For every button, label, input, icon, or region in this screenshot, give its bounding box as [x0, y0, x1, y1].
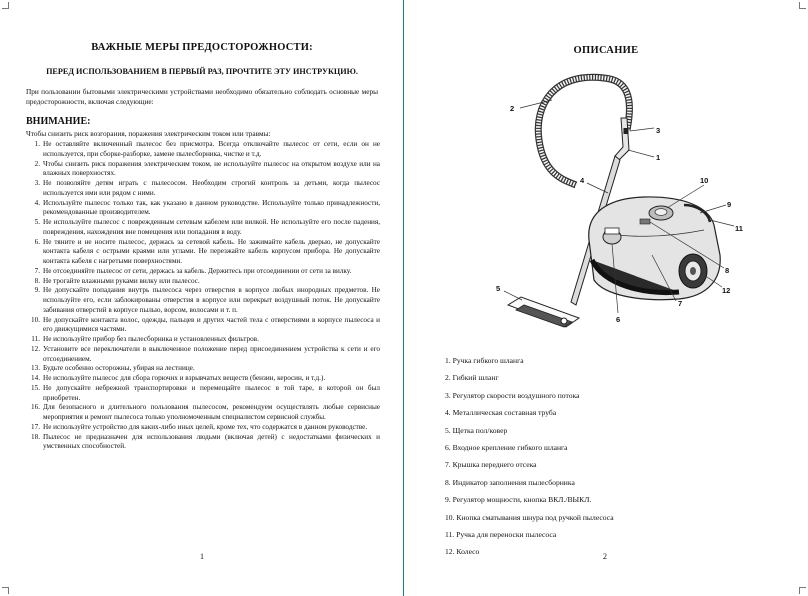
part-item: 8. Индикатор заполнения пылесборника [445, 477, 575, 487]
rule-number: 15. [31, 383, 40, 392]
callout-11: 11 [735, 224, 743, 233]
parts-list [445, 352, 785, 561]
dust-indicator [640, 219, 650, 224]
hose-handle [615, 118, 629, 160]
description-title: ОПИСАНИЕ [573, 45, 639, 56]
rule-text: Не допускайте контакта волос, одежды, пальцев и других частей тела с отверстиями в корпусе пылесоса и его движущимися частями. [43, 315, 380, 334]
rule-text: Не используйте пылесос с поврежденным сетевым кабелем или вилкой. Не используйте его после падения, повреждения, нахождения вне помещения или попадания в воду. [43, 218, 380, 236]
rule-text: Не трогайте влажными руками вилку или пылесос. [43, 276, 200, 285]
safety-title: ВАЖНЫЕ МЕРЫ ПРЕДОСТОРОЖНОСТИ: [91, 42, 313, 53]
rule-text: Будьте особенно осторожны, убирая на лестнице. [43, 364, 195, 373]
rule-number: 6. [34, 237, 40, 246]
rule-number: 7. [34, 266, 40, 275]
part-item: 6. Входное крепление гибкого шланга [445, 442, 568, 452]
rule-text: Установите все переключатели в выключенное положение перед присоединением устройства к сети и его отсоединением. [43, 344, 380, 363]
rule-number: 12. [31, 344, 40, 353]
rule-number: 10. [31, 315, 40, 324]
airflow-regulator [624, 128, 629, 134]
rule-text: Не допускайте небрежной транспортировки и перемещайте пылесос в той таре, в которой он был приобретен. [43, 383, 380, 402]
rule-item [26, 364, 380, 374]
rule-item [26, 316, 380, 336]
warning-heading: ВНИМАНИЕ: [26, 116, 91, 127]
callout-9: 9 [727, 200, 732, 209]
power-button [655, 209, 667, 216]
part-item: 12. Колесо [445, 547, 480, 557]
part-item: 11. Ручка для переноски пылесоса [445, 529, 557, 539]
rule-number: 16. [31, 403, 40, 412]
part-item: 7. Крышка переднего отсека [445, 460, 537, 470]
rule-text: Не отсоединяйте пылесос от сети, держась за кабель. Держитесь при отсоединении от сети за вилку. [43, 266, 352, 275]
rule-item [26, 160, 380, 180]
part-item: 9. Регулятор мощности, кнопка ВКЛ./ВЫКЛ. [445, 495, 592, 505]
hose-connector [605, 228, 619, 234]
rule-number: 9. [34, 286, 40, 295]
page-number: 1 [200, 552, 204, 561]
rule-number: 5. [34, 218, 40, 226]
rule-item [26, 277, 380, 287]
part-item: 2. Гибкий шланг [445, 373, 499, 383]
part-item: 4. Металлическая составная труба [445, 408, 557, 418]
rule-item [26, 433, 380, 453]
safety-rules-list [26, 140, 380, 452]
vacuum-diagram [404, 0, 808, 340]
page-2 [404, 0, 808, 596]
crop-mark [2, 587, 9, 594]
rule-item [26, 384, 380, 404]
rule-item [26, 403, 380, 423]
rule-text: Не позволяйте детям играть с пылесосом. Необходим строгий контроль за детьми, когда пылесос используется ими или рядом с ними. [43, 179, 380, 197]
rule-text: Не используйте пылесос для сбора горючих и взрывчатых веществ (бензин, керосин, и т.д.). [43, 374, 326, 382]
safety-subtitle: ПЕРЕД ИСПОЛЬЗОВАНИЕМ В ПЕРВЫЙ РАЗ, ПРОЧТИТЕ ЭТУ ИНСТРУКЦИЮ. [46, 67, 358, 76]
callout-1: 1 [656, 153, 661, 162]
rule-number: 17. [31, 422, 40, 431]
rule-item [26, 238, 380, 267]
rule-item [26, 335, 380, 345]
rule-text: Не допускайте попадания внутрь пылесоса через отверстия в корпусе любых инородных предметов. Не используйте его, если заблокированы отверстия в корпусе или перекрыт воздушный поток. Не допускайте забивания отверстий в корпусе пылью, ворсом, волосами и т. п. [43, 286, 380, 314]
intro-paragraph: При пользовании бытовыми электрическими устройствами необходимо обязательно соблюдать основные меры предосторожности, включая следующие: [26, 87, 378, 106]
crop-mark [2, 2, 9, 9]
rule-number: 11. [31, 335, 40, 343]
part-item: 10. Кнопка сматывания шнура под ручкой пылесоса [445, 512, 614, 522]
rule-number: 8. [34, 276, 40, 285]
rule-number: 14. [31, 374, 40, 382]
page-number: 2 [603, 552, 607, 561]
wheel-center [690, 267, 696, 275]
callout-12: 12 [722, 286, 731, 295]
rule-item [26, 345, 380, 365]
rule-item [26, 374, 380, 384]
callout-7: 7 [678, 299, 683, 308]
part-item: 3. Регулятор скорости воздушного потока [445, 390, 580, 400]
rule-text: Не тяните и не носите пылесос, держась за сетевой кабель. Не зажимайте кабель дверью, не допускайте контакта кабеля с острыми краями или углами. Не перезжайте кабель корпусом прибора. Не допускайте контакта кабеля с нагретыми поверхностями. [43, 237, 380, 265]
callout-8: 8 [725, 266, 730, 275]
rule-text: Для безопасного и длительного пользования пылесосом, рекомендуем осуществлять любые сервисные мероприятия и ремонт пылесоса только уполномоченным специалистом сервисной службы. [43, 403, 380, 421]
callout-5: 5 [496, 284, 501, 293]
rule-item [26, 199, 380, 219]
rule-text: Пылесос не предназначен для использования людьми (включая детей) с недостатками физических и умственных способностей. [43, 432, 380, 451]
rule-text: Используйте пылесос только так, как указано в данном руководстве. Используйте только принадлежности, рекомендованные производителем. [43, 198, 380, 217]
warning-subheading: Чтобы снизить риск возгорания, поражения электрическим током или травмы: [26, 129, 271, 138]
rule-item [26, 286, 380, 315]
rule-number: 3. [34, 179, 40, 187]
callout-4: 4 [580, 176, 585, 185]
callout-6: 6 [616, 315, 621, 324]
rule-item [26, 140, 380, 160]
rule-number: 4. [34, 198, 40, 207]
crop-mark [799, 587, 806, 594]
callout-2: 2 [510, 104, 515, 113]
part-item: 5. Щетка пол/ковер [445, 425, 508, 435]
rule-item [26, 218, 380, 238]
rule-text: Не используйте устройство для каких-либо иных целей, кроме тех, что содержатся в данном руководстве. [43, 422, 368, 431]
callout-3: 3 [656, 126, 661, 135]
part-item: 1. Ручка гибкого шланга [445, 356, 524, 365]
rule-item [26, 179, 380, 199]
rule-text: Не оставляйте включенный пылесос без присмотра. Всегда отключайте пылесос от сети, если он не используется, при сборке-разборке, замене пылесборника, чистке и т.д. [43, 140, 380, 158]
rule-number: 18. [31, 432, 40, 441]
rule-item [26, 267, 380, 277]
callout-10: 10 [700, 176, 709, 185]
brush-pivot [561, 318, 567, 324]
rule-text: Не используйте прибор без пылесборника и установленных фильтров. [43, 335, 259, 343]
rule-number: 13. [31, 364, 40, 373]
rule-number: 2. [34, 159, 40, 168]
rule-item [26, 423, 380, 433]
rule-text: Чтобы снизить риск поражения электрическим током, не используйте пылесос на открытом воздухе или на влажных поверхностях. [43, 159, 380, 178]
rule-number: 1. [34, 140, 40, 148]
